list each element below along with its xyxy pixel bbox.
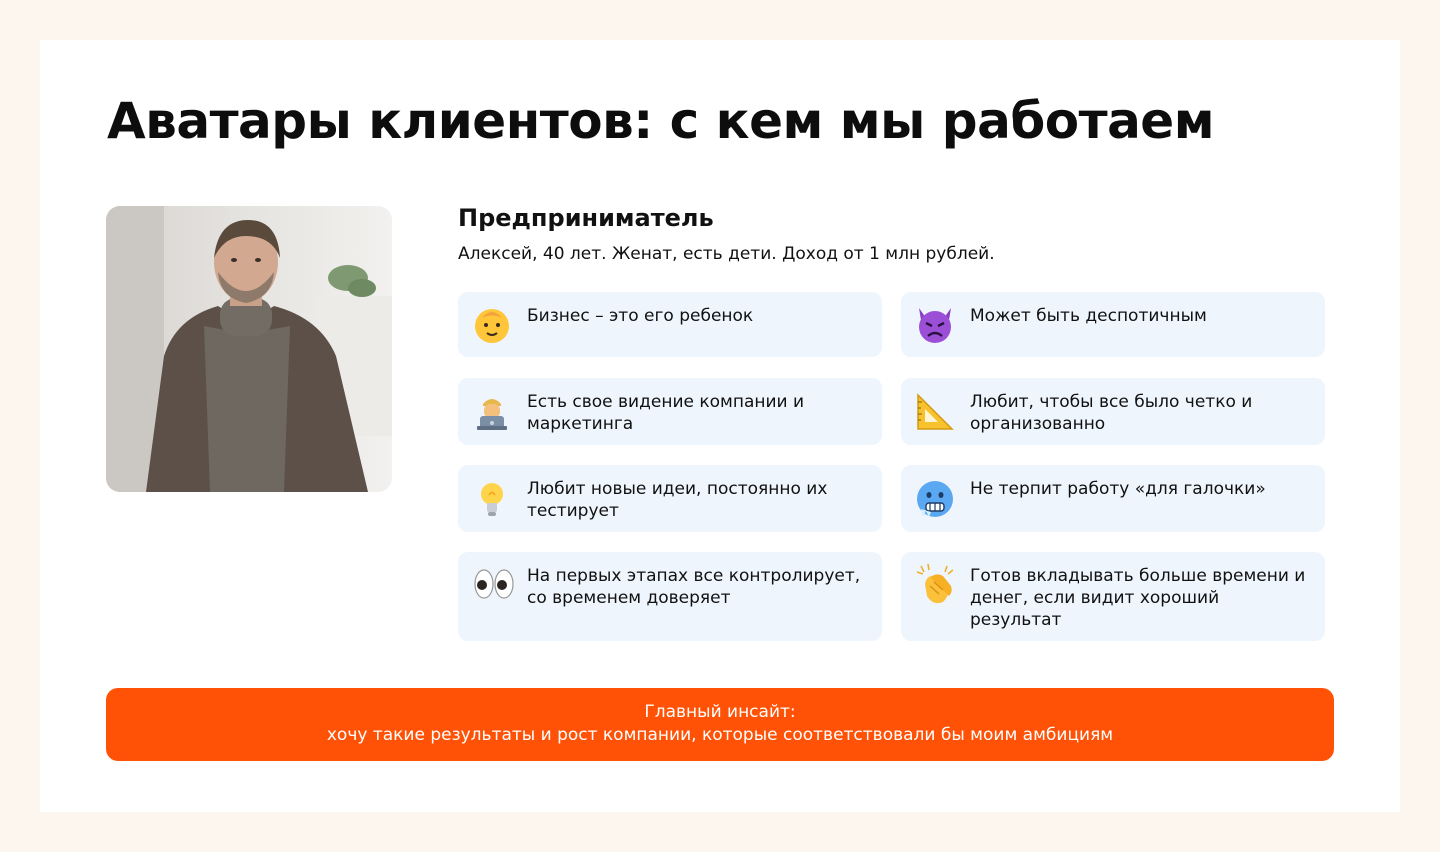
trait-text: Может быть деспотичным [970, 306, 1207, 326]
persona-description: Алексей, 40 лет. Женат, есть дети. Доход от 1 млн рублей. [458, 244, 995, 264]
page-title: Аватары клиентов: с кем мы работаем [107, 92, 1215, 150]
eyes-icon [472, 564, 512, 604]
trait-card [901, 292, 1325, 357]
trait-text: Готов вкладывать больше времени и денег, если видит хороший результат [970, 566, 1306, 630]
clapping-hands-icon [915, 562, 955, 602]
insight-heading: Главный инсайт: [644, 702, 796, 722]
man-at-laptop-icon [472, 392, 512, 432]
trait-card [901, 378, 1325, 445]
trait-card [901, 465, 1325, 532]
trait-text: Бизнес – это его ребенок [527, 306, 754, 326]
light-bulb-icon [472, 479, 512, 519]
trait-card [901, 552, 1325, 641]
baby-face-icon [472, 304, 512, 344]
slide [40, 40, 1400, 812]
trait-text: На первых этапах все контролирует, со временем доверяет [527, 566, 861, 608]
insight-text: хочу такие результаты и рост компании, которые соответствовали бы моим амбициям [326, 725, 1114, 745]
trait-text: Не терпит работу «для галочки» [970, 479, 1266, 499]
angry-devil-icon [915, 304, 955, 344]
trait-card [458, 552, 882, 641]
trait-text: Есть свое видение компании и маркетинга [527, 392, 805, 434]
trait-text: Любит, чтобы все было четко и организованно [970, 392, 1253, 434]
main-insight-banner [106, 688, 1334, 761]
persona-role: Предприниматель [458, 204, 714, 232]
trait-card [458, 465, 882, 532]
triangular-ruler-icon [915, 392, 955, 432]
cold-face-icon [915, 479, 955, 519]
trait-text: Любит новые идеи, постоянно их тестирует [527, 479, 828, 521]
trait-card [458, 378, 882, 445]
trait-card [458, 292, 882, 357]
persona-photo [106, 206, 392, 492]
